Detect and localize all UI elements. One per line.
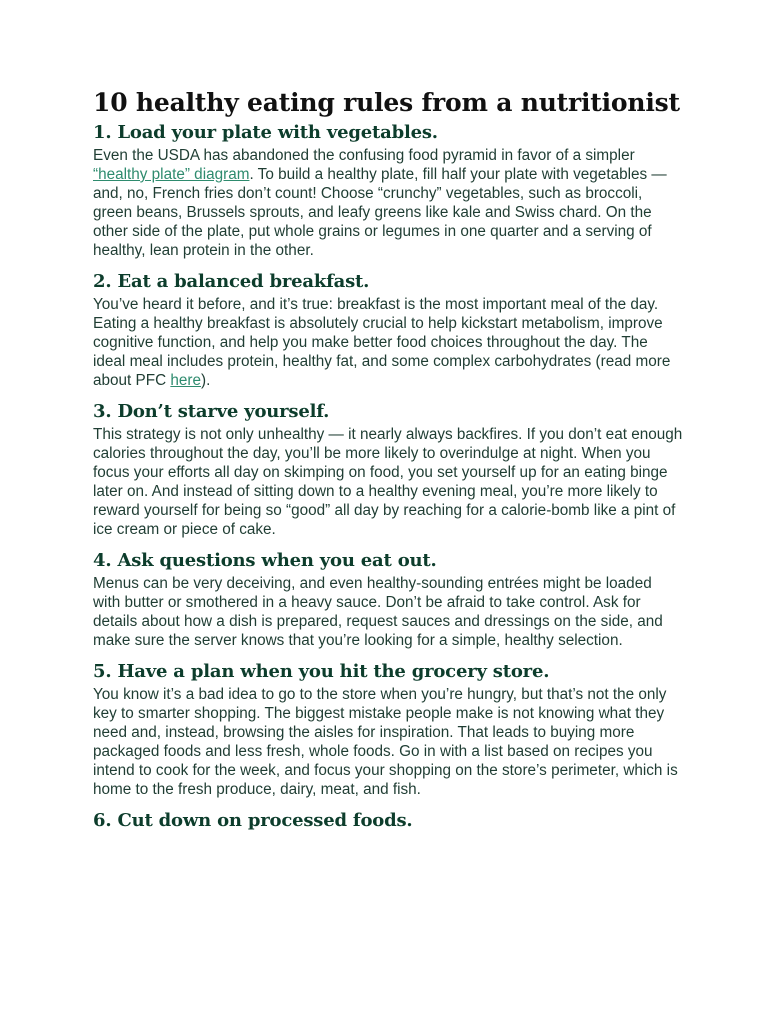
pfc-here-link[interactable]: here bbox=[170, 372, 201, 389]
section-heading: 5. Have a plan when you hit the grocery store. bbox=[93, 661, 550, 682]
section-body: This strategy is not only unhealthy — it nearly always backfires. If you don’t eat enough calories throughout the day, you’ll be more likely to overindulge at night. When you focus your efforts all day on skimping on food, you set yourself up for an eating binge later on. And instead of sitting down to a healthy evening meal, you’re more likely to reward yourself for being so “good” all day by reaching for a calorie-bomb like a pint of ice cream or piece of cake. bbox=[93, 426, 683, 538]
section-2 bbox=[93, 269, 683, 390]
section-3 bbox=[93, 399, 683, 539]
section-heading: 4. Ask questions when you eat out. bbox=[93, 550, 437, 571]
section-6 bbox=[93, 808, 683, 834]
document-page bbox=[93, 86, 683, 834]
section-heading: 3. Don’t starve yourself. bbox=[93, 401, 330, 422]
body-text: You’ve heard it before, and it’s true: breakfast is the most important meal of the day. Eating a healthy breakfast is absolutely crucial to help kickstart metabolism, improve cognitive function, and help you make better food choices throughout the day. The ideal meal includes protein, healthy fat, and some complex carbohydrates (read more about PFC bbox=[93, 296, 671, 389]
body-text: Even the USDA has abandoned the confusing food pyramid in favor of a simpler bbox=[93, 147, 635, 164]
section-body bbox=[93, 295, 683, 390]
healthy-plate-link[interactable]: “healthy plate” diagram bbox=[93, 166, 250, 183]
section-5 bbox=[93, 659, 683, 799]
section-body bbox=[93, 146, 683, 260]
section-4 bbox=[93, 548, 683, 650]
section-heading: 2. Eat a balanced breakfast. bbox=[93, 271, 370, 292]
section-body: Menus can be very deceiving, and even healthy-sounding entrées might be loaded with butter or smothered in a heavy sauce. Don’t be afraid to take control. Ask for details about how a dish is prepared, request sauces and dressings on the side, and make sure the server knows that you’re looking for a simple, healthy selection. bbox=[93, 575, 663, 649]
section-1 bbox=[93, 120, 683, 260]
body-text: . To build a healthy plate, fill half your plate with vegetables — and, no, French fries don’t count! Choose “crunchy” vegetables, such as broccoli, green beans, Brussels sprouts, and leafy greens like kale and Swiss chard. On the other side of the plate, put whole grains or legumes in one quarter and a serving of healthy, lean protein in the other. bbox=[93, 166, 667, 259]
section-body: You know it’s a bad idea to go to the store when you’re hungry, but that’s not the only key to smarter shopping. The biggest mistake people make is not knowing what they need and, instead, browsing the aisles for inspiration. That leads to buying more packaged foods and less fresh, whole foods. Go in with a list based on recipes you intend to cook for the week, and focus your shopping on the store’s perimeter, which is home to the fresh produce, dairy, meat, and fish. bbox=[93, 686, 678, 798]
body-text: ). bbox=[201, 372, 211, 389]
section-heading: 6. Cut down on processed foods. bbox=[93, 810, 413, 831]
document-title: 10 healthy eating rules from a nutritionist bbox=[93, 88, 680, 117]
section-heading: 1. Load your plate with vegetables. bbox=[93, 122, 438, 143]
